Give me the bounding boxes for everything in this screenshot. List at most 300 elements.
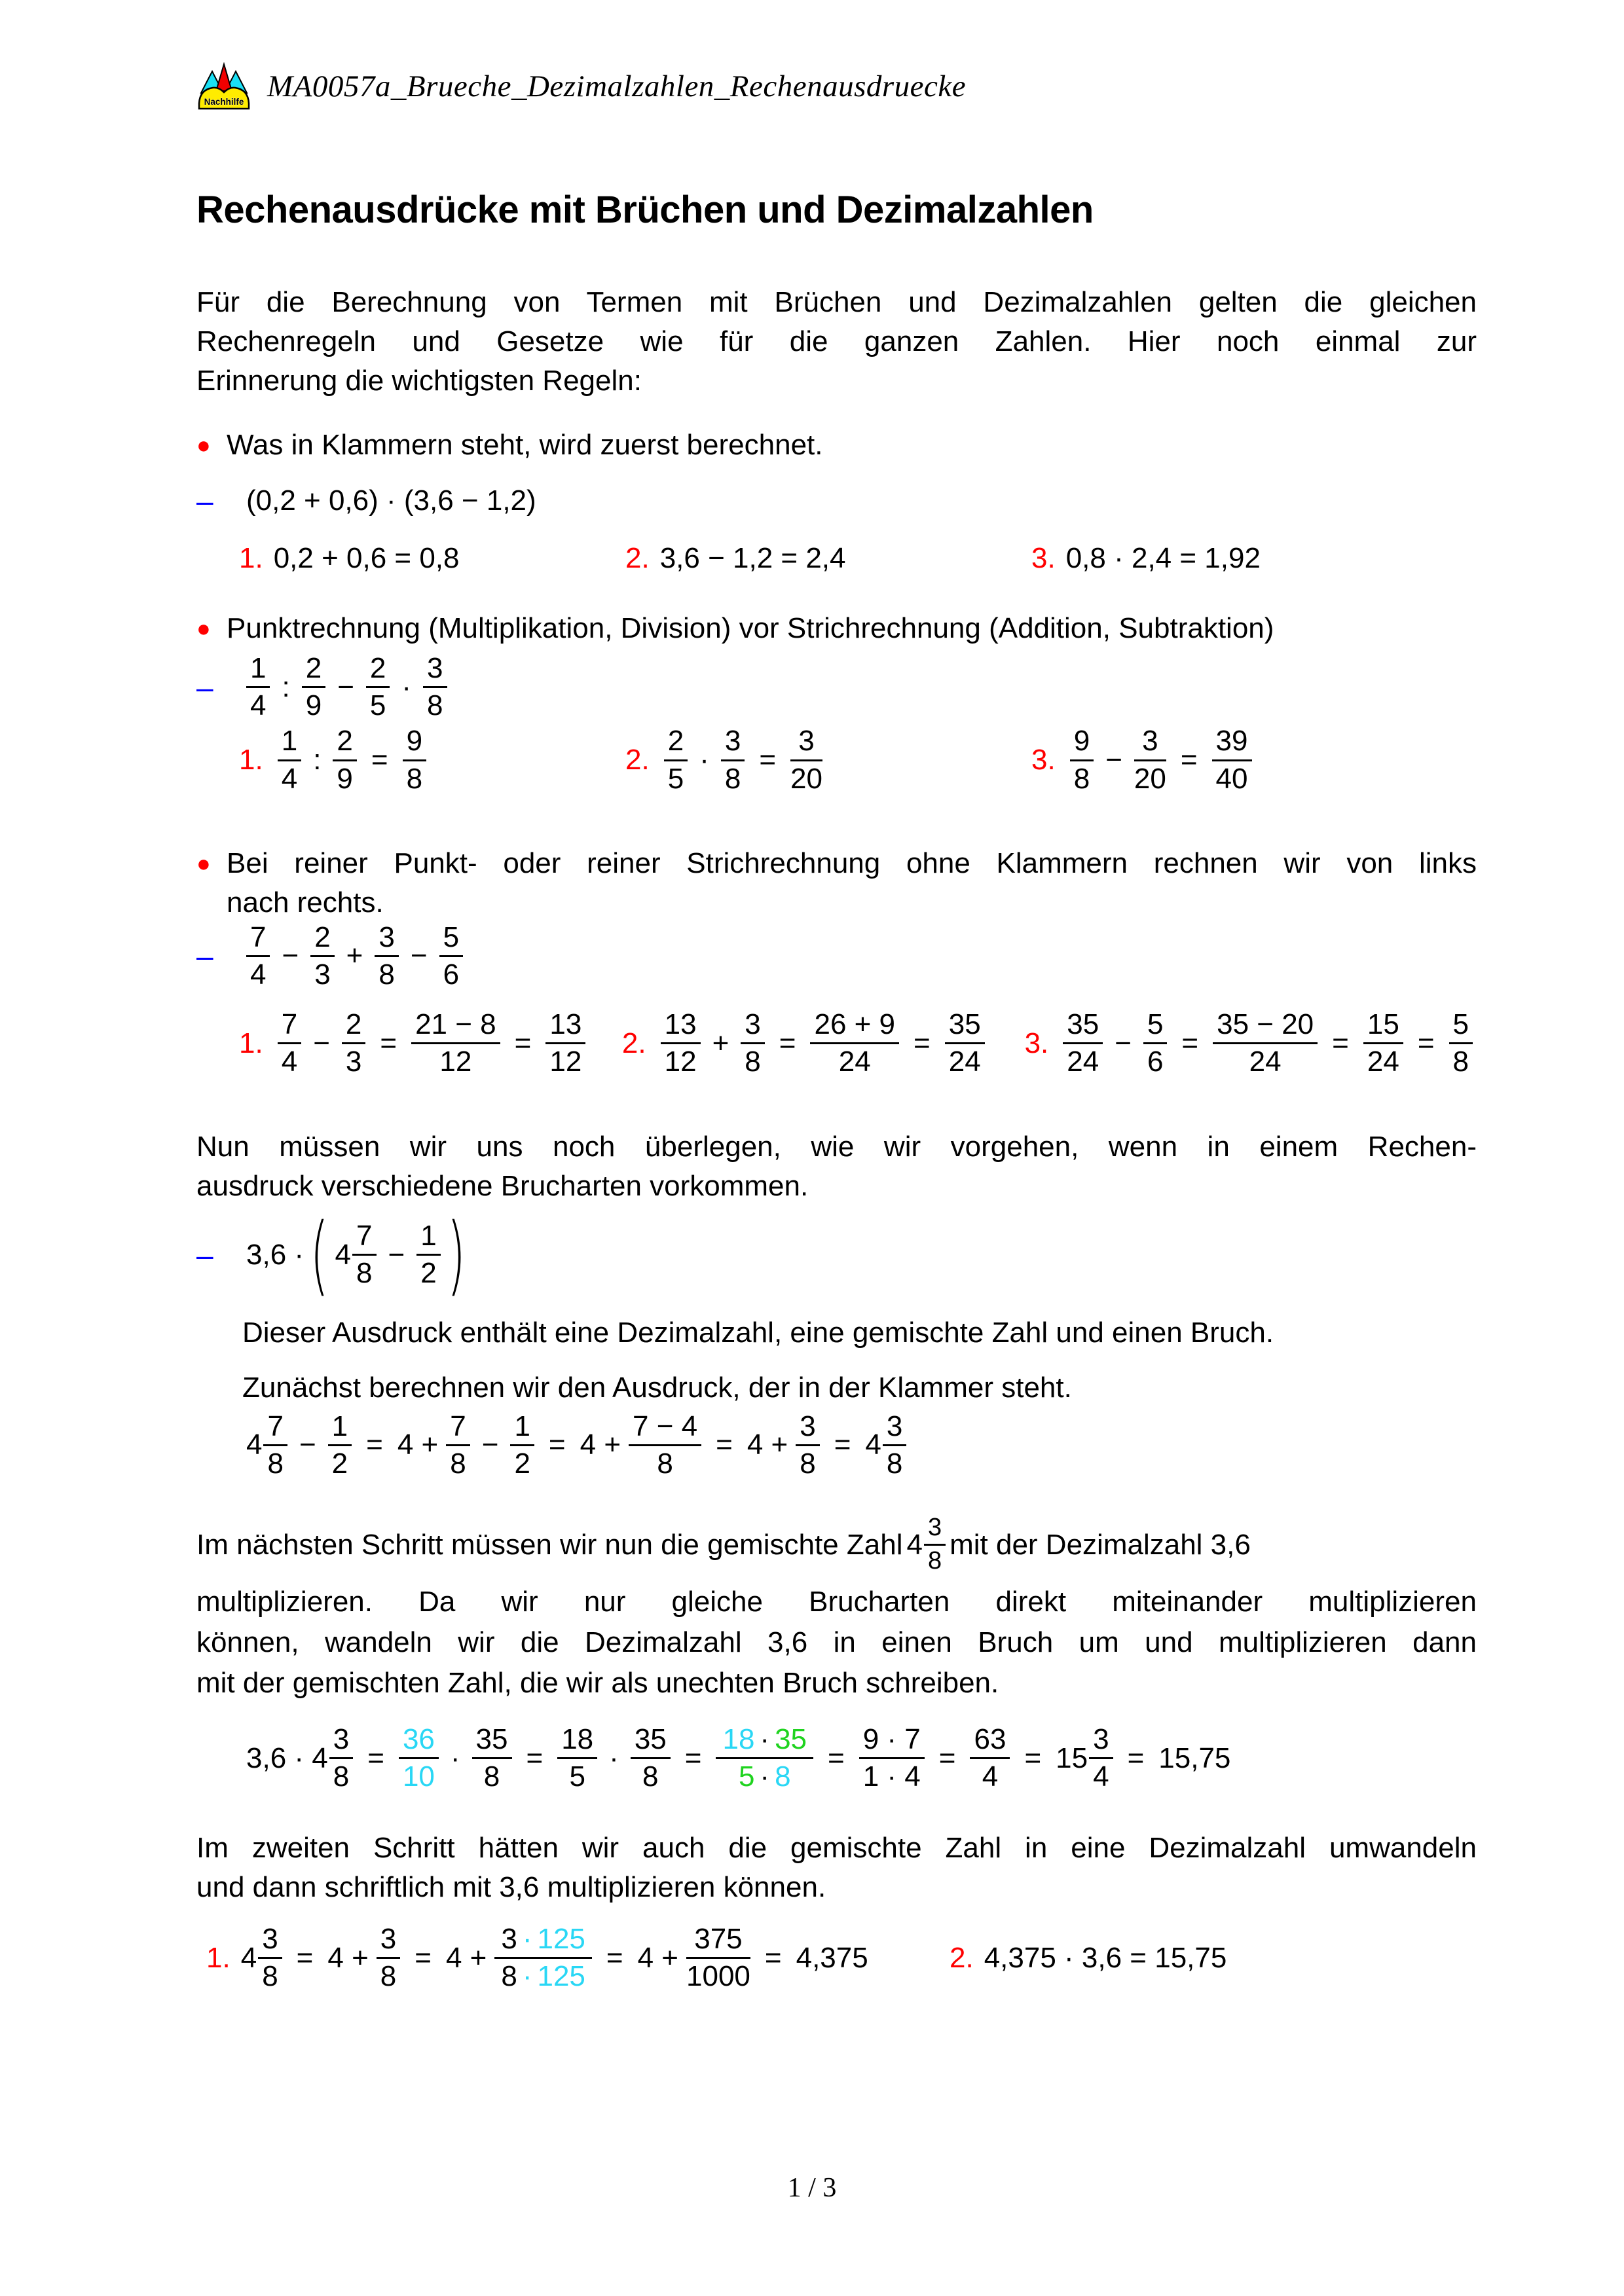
fraction-denominator	[494, 1959, 592, 1992]
fraction-denominator: 40	[1215, 762, 1248, 795]
step-number: 3.	[1024, 1027, 1049, 1059]
fraction	[1363, 1010, 1403, 1077]
fraction-numerator: 2	[333, 726, 356, 761]
paragraph-text: Im nächsten Schritt müssen wir nun die gemischte Zahl	[196, 1528, 903, 1561]
paragraph-line	[196, 1508, 1477, 1582]
fraction-numerator: 3	[375, 922, 398, 957]
fraction-denominator: 1000	[686, 1960, 750, 1993]
equals-sign: =	[415, 1941, 432, 1974]
fraction	[1070, 726, 1094, 793]
fraction	[328, 1412, 352, 1479]
fraction-numerator: 9 · 7	[859, 1724, 925, 1759]
fraction	[790, 726, 822, 793]
fraction-numerator: 7 − 4	[629, 1412, 701, 1446]
equals-sign: =	[526, 1741, 544, 1774]
fraction	[1213, 1010, 1318, 1077]
equals-sign: =	[367, 1741, 384, 1774]
paragraph-line: können, wandeln wir die Dezimalzahl 3,6 in einen Bruch um und multiplizieren dann	[196, 1626, 1477, 1658]
operator: ·	[760, 1722, 770, 1755]
fraction	[810, 1010, 899, 1077]
fraction	[278, 726, 301, 793]
fraction-denominator: 8	[267, 1447, 284, 1480]
paragraph-line: Rechenregeln und Gesetze wie für die ganzen Zahlen. Hier noch einmal zur	[196, 325, 1477, 357]
fraction-numerator: 3	[883, 1412, 906, 1446]
operator: +	[712, 1027, 729, 1059]
fraction-denominator: 9	[305, 689, 322, 722]
math-token: 4 +	[327, 1941, 369, 1974]
fraction-numerator: 3	[377, 1924, 400, 1959]
equals-sign: =	[716, 1429, 733, 1461]
fraction	[970, 1724, 1010, 1792]
nachhilfe-logo	[196, 62, 251, 111]
fraction	[278, 1010, 301, 1077]
bullet-icon: ●	[196, 615, 211, 642]
fraction	[342, 1010, 365, 1077]
fraction-numerator: 3	[721, 726, 745, 761]
operator: −	[410, 939, 428, 972]
fraction-numerator: 3	[258, 1924, 282, 1959]
fraction-numerator: 1	[246, 653, 270, 688]
fraction-denominator: 8	[483, 1760, 500, 1793]
operator: :	[313, 744, 322, 776]
fraction-numerator: 5	[439, 922, 463, 957]
paragraph-line: Dieser Ausdruck enthält eine Dezimalzahl, eine gemischte Zahl und einen Bruch.	[242, 1316, 1274, 1349]
operator: −	[299, 1429, 316, 1461]
fraction-denominator	[716, 1759, 813, 1792]
paragraph-text: mit der Dezimalzahl 3,6	[950, 1528, 1251, 1561]
fraction-numerator: 39	[1212, 726, 1252, 761]
step	[239, 542, 625, 575]
fraction-numerator: 2	[664, 726, 688, 761]
fraction-numerator: 1	[510, 1412, 534, 1446]
paragraph-line: Bei reiner Punkt- oder reiner Strichrechnung ohne Klammern rechnen wir von links	[227, 847, 1477, 879]
rule3-example	[196, 922, 1477, 990]
paragraph-line: ausdruck verschiedene Brucharten vorkommen.	[196, 1169, 809, 1202]
fraction-numerator: 7	[263, 1412, 287, 1446]
example-dash: –	[196, 670, 213, 704]
example-dash: –	[196, 484, 213, 518]
cancel-value: 5	[738, 1760, 755, 1793]
fraction-numerator: 3	[790, 726, 822, 761]
fraction-numerator: 3	[924, 1515, 946, 1546]
fraction-denominator: 8	[642, 1760, 659, 1793]
operator: −	[481, 1429, 499, 1461]
operator: ·	[699, 744, 709, 776]
whole-number: 4	[246, 1429, 263, 1461]
logo-red-peak	[216, 64, 232, 91]
fraction	[310, 922, 334, 990]
operator: −	[282, 939, 299, 972]
equation: 3,6 − 1,2 = 2,4	[659, 542, 846, 574]
fraction-highlight	[399, 1724, 439, 1792]
fraction	[545, 1010, 585, 1077]
paragraph-line: Für die Berechnung von Termen mit Brüchen und Dezimalzahlen gelten die gleichen	[196, 286, 1477, 318]
rule2-steps	[196, 726, 1477, 793]
operator: −	[1105, 744, 1122, 776]
math-token: 4 +	[747, 1429, 788, 1461]
operator: :	[282, 670, 290, 703]
equals-sign: =	[913, 1027, 931, 1059]
page-title: Rechenausdrücke mit Brüchen und Dezimalzahlen	[196, 189, 1094, 231]
fraction-denominator: 10	[402, 1760, 435, 1793]
fraction-denominator: 8	[927, 1547, 942, 1575]
equation: 0,8 · 2,4 = 1,92	[1065, 542, 1261, 574]
fraction	[631, 1724, 671, 1792]
document-code: MA0057a_Brueche_Dezimalzahlen_Rechenausdruecke	[267, 69, 967, 103]
fraction	[377, 1924, 400, 1992]
math-token: 3,6 · 4	[246, 1741, 328, 1774]
fraction-denominator: 2	[331, 1447, 348, 1480]
sentence	[196, 1368, 1477, 1408]
result-value: 4,375	[796, 1941, 868, 1974]
fraction-numerator: 36	[399, 1724, 439, 1759]
fraction-denominator: 8	[378, 958, 395, 991]
fraction-denominator: 12	[439, 1046, 472, 1078]
fraction-denominator: 8	[333, 1760, 350, 1793]
fraction	[439, 922, 463, 990]
fraction-denominator: 2	[420, 1257, 437, 1289]
mixed-types-paragraph	[196, 1127, 1477, 1206]
fraction	[423, 653, 447, 721]
fraction-numerator: 7	[446, 1412, 470, 1446]
fraction-numerator: 1	[278, 726, 301, 761]
operator: ·	[609, 1741, 619, 1774]
rule3-steps	[196, 1010, 1477, 1077]
equals-sign: =	[684, 1741, 702, 1774]
paragraph-rest	[196, 1582, 1477, 1704]
whole-number: 4	[240, 1941, 257, 1974]
fraction-denominator: 8	[262, 1960, 278, 1993]
fraction-cancel	[716, 1724, 813, 1792]
step-number: 1.	[239, 744, 263, 776]
fraction	[741, 1010, 764, 1077]
step-number: 1.	[206, 1941, 231, 1974]
fraction-denominator: 20	[1134, 762, 1166, 795]
operator: −	[313, 1027, 330, 1059]
multiplication-equation	[196, 1724, 1477, 1792]
step	[625, 726, 1031, 793]
equals-sign: =	[1180, 744, 1198, 776]
math-token: 4 +	[445, 1941, 487, 1974]
fraction-numerator	[494, 1924, 592, 1959]
intro-paragraph	[196, 283, 1477, 401]
fraction	[352, 1221, 376, 1288]
fraction-numerator: 3	[1089, 1724, 1113, 1759]
fraction-numerator: 13	[661, 1010, 701, 1044]
fraction-denominator: 24	[948, 1046, 981, 1078]
fraction	[411, 1010, 500, 1077]
step	[622, 1010, 1025, 1077]
cancel-value: 35	[775, 1722, 807, 1755]
equation: 0,2 + 0,6 = 0,8	[273, 542, 460, 574]
fraction-numerator: 35	[945, 1010, 985, 1044]
math-token: 3	[501, 1923, 517, 1956]
fraction	[263, 1412, 287, 1479]
whole-number: 15	[1056, 1741, 1088, 1774]
fraction-numerator: 7	[278, 1010, 301, 1044]
final-steps	[196, 1924, 1477, 1992]
fraction-numerator: 9	[403, 726, 426, 761]
step-number: 2.	[625, 542, 650, 574]
step	[239, 1010, 622, 1077]
example-dash: –	[196, 1237, 213, 1272]
fraction-numerator: 375	[686, 1924, 750, 1959]
paragraph-line: und dann schriftlich mit 3,6 multiplizieren können.	[196, 1871, 826, 1904]
expand-value: 125	[537, 1923, 585, 1956]
step	[1031, 726, 1256, 793]
fraction	[366, 653, 390, 721]
rule1-example	[196, 483, 1477, 519]
fraction-numerator: 3	[741, 1010, 764, 1044]
fraction-denominator: 4	[281, 1046, 298, 1078]
fraction-numerator: 26 + 9	[810, 1010, 899, 1044]
fraction-numerator: 13	[545, 1010, 585, 1044]
fraction-denominator: 8	[724, 762, 741, 795]
whole-number: 4	[335, 1238, 352, 1271]
fraction-denominator: 4	[1093, 1760, 1109, 1793]
step	[950, 1942, 1227, 1975]
operator: ·	[522, 1960, 532, 1993]
equals-sign: =	[606, 1941, 623, 1974]
bracket-equation	[196, 1412, 1477, 1479]
fraction-numerator: 3	[1134, 726, 1166, 761]
math-token: 3,6 ·	[246, 1238, 304, 1271]
rule1-bullet	[196, 426, 1477, 465]
step	[625, 542, 1031, 575]
fraction-numerator: 35	[631, 1724, 671, 1759]
fraction	[686, 1924, 750, 1992]
rule1-text: Was in Klammern steht, wird zuerst berechnet.	[227, 429, 823, 461]
step-number: 2.	[625, 744, 650, 776]
fraction-numerator: 7	[352, 1221, 376, 1256]
math-token: 8	[501, 1960, 517, 1993]
fraction	[510, 1412, 534, 1479]
fraction-numerator: 2	[366, 653, 390, 688]
fraction-numerator: 3	[329, 1724, 353, 1759]
fraction-denominator: 8	[1452, 1046, 1469, 1078]
paragraph-line: nach rechts.	[227, 886, 384, 919]
rule3-text	[227, 844, 1477, 922]
page-number: 1 / 3	[787, 2173, 837, 2203]
step	[206, 1924, 950, 1992]
fraction-numerator: 35 − 20	[1213, 1010, 1318, 1044]
step-number: 1.	[239, 1027, 263, 1059]
equals-sign: =	[1024, 1741, 1042, 1774]
fraction-numerator: 3	[423, 653, 447, 688]
fraction-numerator: 21 − 8	[411, 1010, 500, 1044]
fraction-numerator: 1	[416, 1221, 440, 1256]
fraction-denominator: 8	[450, 1447, 466, 1480]
fraction-denominator: 8	[886, 1447, 903, 1480]
operator: −	[1115, 1027, 1132, 1059]
fraction	[333, 726, 356, 793]
fraction	[472, 1724, 512, 1792]
expand-value: 125	[537, 1960, 585, 1993]
operator: +	[346, 939, 363, 972]
fraction	[329, 1724, 353, 1792]
fraction-expand	[494, 1924, 592, 1992]
rule2-bullet	[196, 609, 1477, 648]
fraction	[1134, 726, 1166, 793]
fraction-denominator: 24	[1249, 1046, 1282, 1078]
step-number: 1.	[239, 542, 263, 574]
fraction	[1449, 1010, 1473, 1077]
fraction-numerator	[716, 1724, 813, 1759]
fraction	[883, 1412, 906, 1479]
result-value: 15,75	[1158, 1741, 1231, 1774]
equals-sign: =	[296, 1941, 314, 1974]
fraction-denominator: 8	[427, 689, 443, 722]
expression: (0,2 + 0,6) · (3,6 − 1,2)	[246, 484, 536, 517]
fraction	[664, 726, 688, 793]
logo-label: Nachhilfe	[204, 97, 244, 107]
rule3-bullet	[196, 844, 1477, 922]
math-token: 4 +	[637, 1941, 678, 1974]
equals-sign: =	[779, 1027, 796, 1059]
operator: −	[337, 670, 354, 703]
fraction-denominator: 12	[664, 1046, 697, 1078]
fraction-denominator: 8	[800, 1447, 816, 1480]
example-dash: –	[196, 939, 213, 974]
whole-number: 4	[865, 1429, 881, 1461]
fraction-denominator: 24	[838, 1046, 871, 1078]
paragraph-line: Im zweiten Schritt hätten wir auch die gemischte Zahl in eine Dezimalzahl umwandeln	[196, 1832, 1477, 1865]
fraction-denominator: 5	[569, 1760, 585, 1793]
paragraph-line: Zunächst berechnen wir den Ausdruck, der in der Klammer steht.	[242, 1371, 1072, 1404]
equals-sign: =	[548, 1429, 566, 1461]
whole-number: 4	[906, 1528, 923, 1561]
fraction	[246, 653, 270, 721]
fraction	[661, 1010, 701, 1077]
fraction-denominator: 4	[250, 689, 267, 722]
fraction	[246, 922, 270, 990]
fraction	[302, 653, 325, 721]
fraction	[1143, 1010, 1167, 1077]
fraction-denominator: 8	[380, 1960, 397, 1993]
fraction-numerator: 1	[328, 1412, 352, 1446]
fraction-numerator: 35	[472, 1724, 512, 1759]
fraction-numerator: 9	[1070, 726, 1094, 761]
fraction-denominator: 3	[314, 958, 331, 991]
fraction-denominator: 12	[549, 1046, 582, 1078]
fraction-numerator: 18	[557, 1724, 597, 1759]
bullet-icon: ●	[196, 431, 211, 458]
fraction	[629, 1412, 701, 1479]
math-token: 4 +	[580, 1429, 621, 1461]
fraction	[403, 726, 426, 793]
equals-sign: =	[1127, 1741, 1145, 1774]
equals-sign: =	[1417, 1027, 1435, 1059]
paragraph-line: Erinnerung die wichtigsten Regeln:	[196, 365, 642, 397]
step	[1031, 542, 1261, 575]
fraction-denominator: 8	[406, 762, 423, 795]
equals-sign: =	[371, 744, 388, 776]
rule2-example	[196, 653, 1477, 721]
fraction-numerator: 15	[1363, 1010, 1403, 1044]
fraction	[796, 1412, 819, 1479]
fraction-denominator: 6	[443, 958, 460, 991]
fraction	[721, 726, 745, 793]
fraction	[859, 1724, 925, 1792]
fraction	[258, 1924, 282, 1992]
operator: ·	[401, 670, 412, 703]
fraction-numerator: 2	[302, 653, 325, 688]
cancel-value: 18	[722, 1722, 755, 1755]
fraction-numerator: 2	[342, 1010, 365, 1044]
fraction	[446, 1412, 470, 1479]
fraction	[416, 1221, 440, 1288]
equals-sign: =	[1181, 1027, 1199, 1059]
fraction	[557, 1724, 597, 1792]
operator: ·	[760, 1760, 770, 1793]
fraction-denominator: 8	[356, 1257, 373, 1289]
fraction-denominator: 20	[790, 762, 822, 795]
fraction-denominator: 8	[1073, 762, 1090, 795]
step-number: 2.	[950, 1941, 974, 1974]
fraction	[1089, 1724, 1113, 1792]
equals-sign: =	[828, 1741, 845, 1774]
fraction-denominator: 8	[657, 1447, 673, 1480]
fraction-numerator: 2	[310, 922, 334, 957]
math-token: 4 +	[397, 1429, 439, 1461]
step	[1025, 1010, 1477, 1077]
fraction-numerator: 3	[796, 1412, 819, 1446]
fraction-denominator: 24	[1067, 1046, 1099, 1078]
step	[239, 726, 625, 793]
fraction-numerator: 35	[1063, 1010, 1103, 1044]
fraction	[1212, 726, 1252, 793]
second-method-paragraph	[196, 1829, 1477, 1907]
fraction	[1063, 1010, 1103, 1077]
mixed-example: – 3,6 · ( 4 $\frac{7}{8}$ − $\frac{1}{2}$ )	[196, 1204, 466, 1305]
operator: ·	[522, 1923, 532, 1956]
operator: ·	[450, 1741, 460, 1774]
fraction-denominator: 3	[345, 1046, 362, 1078]
fraction-numerator: 5	[1143, 1010, 1167, 1044]
step-number: 3.	[1031, 542, 1056, 574]
fraction-denominator: 9	[337, 762, 353, 795]
equation: 4,375 · 3,6 = 15,75	[984, 1941, 1227, 1974]
fraction	[375, 922, 398, 990]
fraction-denominator: 5	[369, 689, 386, 722]
fraction	[924, 1515, 946, 1575]
paragraph-line: Nun müssen wir uns noch überlegen, wie wir vorgehen, wenn in einem Rechen-	[196, 1130, 1477, 1163]
fraction-numerator: 7	[246, 922, 270, 957]
fraction-numerator: 63	[970, 1724, 1010, 1759]
fraction-denominator: 8	[745, 1046, 761, 1078]
fraction-denominator: 4	[982, 1760, 999, 1793]
fraction-denominator: 5	[667, 762, 684, 795]
step-number: 3.	[1031, 744, 1056, 776]
sentence	[196, 1313, 1477, 1353]
next-step-paragraph	[196, 1508, 1477, 1704]
equals-sign: =	[759, 744, 777, 776]
fraction-denominator: 1 · 4	[862, 1760, 921, 1793]
bullet-icon: ●	[196, 849, 211, 877]
equals-sign: =	[938, 1741, 956, 1774]
fraction-denominator: 6	[1147, 1046, 1164, 1078]
equals-sign: =	[380, 1027, 397, 1059]
equals-sign: =	[1332, 1027, 1349, 1059]
fraction-denominator: 4	[250, 958, 267, 991]
fraction	[945, 1010, 985, 1077]
fraction-numerator: 5	[1449, 1010, 1473, 1044]
fraction-denominator: 2	[514, 1447, 530, 1480]
equals-sign: =	[764, 1941, 782, 1974]
cancel-value: 8	[775, 1760, 791, 1793]
step-number: 2.	[621, 1027, 646, 1059]
rule2-text: Punktrechnung (Multiplikation, Division) vor Strichrechnung (Addition, Subtraktion)	[227, 612, 1274, 644]
